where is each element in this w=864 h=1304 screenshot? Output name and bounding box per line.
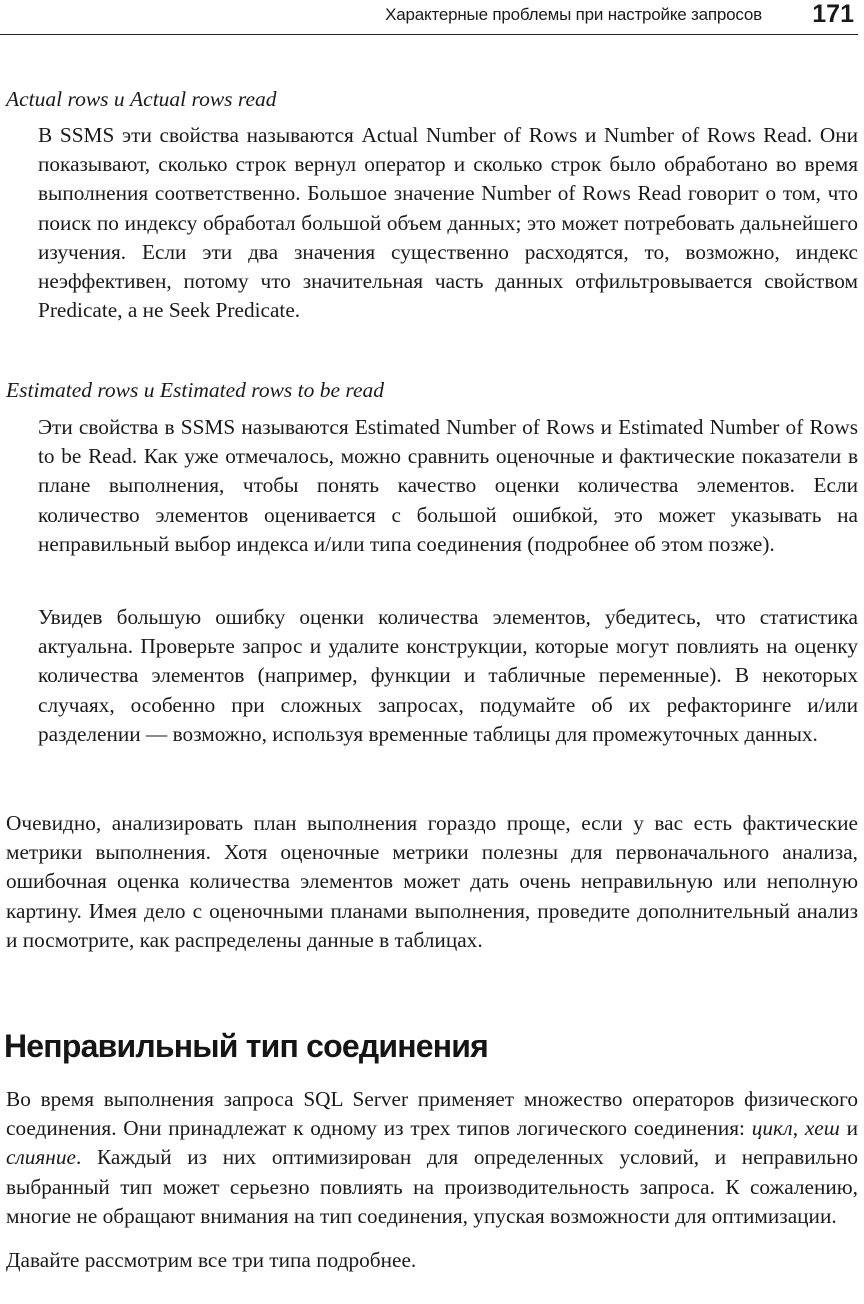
closing-paragraph: Давайте рассмотрим все три типа подробнее. [6, 1248, 417, 1272]
summary-paragraph: Очевидно, анализировать план выполнения гораздо проще, если у вас есть фактические метрики выполнения. Хотя оценочные метрики полезны для первоначального анализа, ошибочная оценка количества элементов может дать очень неправильную или неполную картину. Имея дело с оценочными планами выполнения, проведите дополнительный анализ и посмотрите, как распределены данные в таблицах. [6, 811, 858, 952]
intro-text-after: . Каждый из них оптимизирован для определенных условий, и неправильно выбранный тип может серьезно повлиять на производительность запроса. К сожалению, многие не обращают внимания на тип соединения, упуская возможности для оптимизации. [6, 1145, 858, 1228]
join-type-loop: цикл [751, 1116, 793, 1141]
definition-body-estimated-rows-advice: Увидев большую ошибку оценки количества элементов, убедитесь, что статистика актуальна. Проверьте запрос и удалите конструкции, которые могут повлиять на оценку количества элементов (например, функции и табличные переменные). В некоторых случаях, особенно при сложных запросах, подумайте об их рефакторинге и/или разделении — возможно, используя временные таблицы для промежуточных данных. [38, 605, 858, 746]
intro-separator: и [839, 1116, 858, 1141]
definition-body-actual-rows: В SSMS эти свойства называются Actual Number of Rows и Number of Rows Read. Они показывают, сколько строк вернул оператор и сколько строк было обработано во время выполнения соответственно. Большое значение Number of Rows Read говорит о том, что поиск по индексу обработал большой объем данных; это может потребовать дальнейшего изучения. Если эти два значения существенно расходятся, то, возможно, индекс неэффективен, потому что значительная часть данных отфильтровывается свойством Predicate, а не Seek Predicate. [38, 123, 858, 323]
section-heading: Неправильный тип соединения [4, 1028, 489, 1064]
running-header [0, 0, 858, 35]
running-title: Характерные проблемы при настройке запросов [385, 5, 762, 24]
section-intro-paragraph [6, 1085, 858, 1231]
definition-body-estimated-rows: Эти свойства в SSMS называются Estimated Number of Rows и Estimated Number of Rows to be Read. Как уже отмечалось, можно сравнить оценочные и фактические показатели в плане выполнения, чтобы понять качество оценки количества элементов. Если количество элементов оценивается с большой ошибкой, это может указывать на неправильный выбор индекса и/или типа соединения (подробнее об этом позже). [38, 415, 858, 556]
join-type-hash: хеш [804, 1116, 840, 1141]
page-number: 171 [812, 0, 854, 28]
intro-separator: , [792, 1116, 805, 1141]
intro-text-before: Во время выполнения запроса SQL Server применяет множество операторов физического соединения. Они принадлежат к одному из трех типов логического соединения: [6, 1087, 858, 1141]
definition-term-estimated-rows: Estimated rows и Estimated rows to be read [6, 378, 385, 402]
join-type-merge: слияние [6, 1145, 76, 1170]
definition-term-actual-rows: Actual rows и Actual rows read [6, 87, 277, 111]
